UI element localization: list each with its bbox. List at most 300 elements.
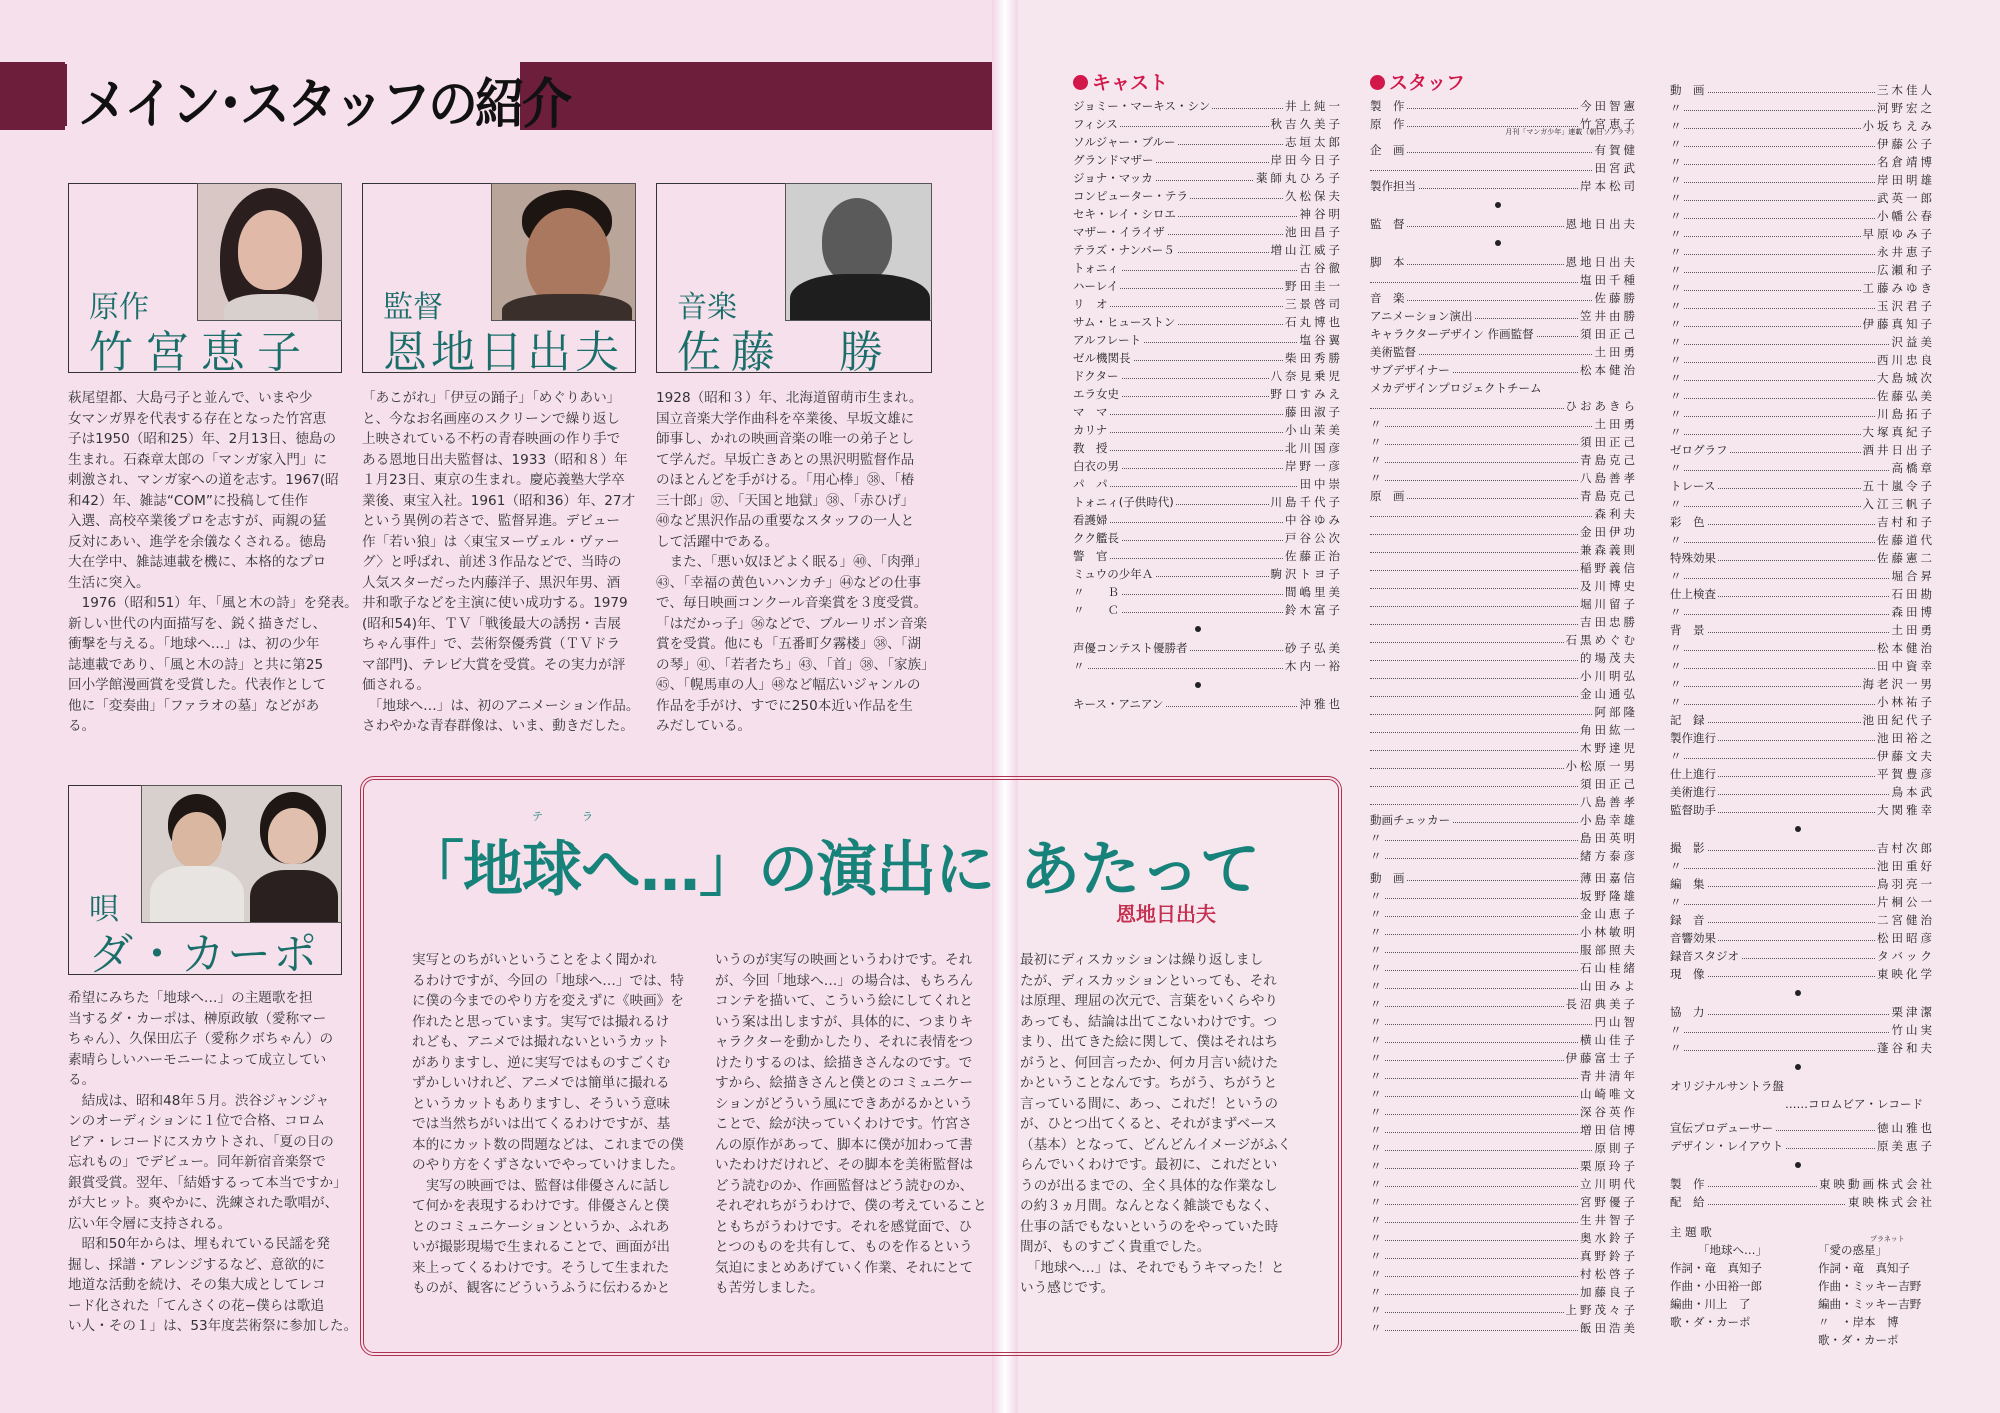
credit-role: 〃 bbox=[1670, 659, 1682, 673]
credit-name: 吉村次郎 bbox=[1877, 841, 1935, 855]
credit-name: 土田勇 bbox=[1891, 623, 1935, 637]
song-credit: 編曲・ミッキー吉野 bbox=[1818, 1297, 1922, 1311]
credit-name: 鈴木富子 bbox=[1285, 603, 1343, 617]
credit-name: 服部照夫 bbox=[1580, 943, 1638, 957]
credit-role: パ パ bbox=[1073, 477, 1108, 491]
credit-role: キース・アニアン bbox=[1073, 697, 1164, 711]
credit-name: 伊藤真知子 bbox=[1862, 317, 1935, 331]
staff-row bbox=[1670, 226, 1935, 243]
credit-role: 〃 bbox=[1670, 497, 1682, 511]
credit-role: 警 官 bbox=[1073, 549, 1108, 563]
credit-role: 〃 bbox=[1370, 1303, 1382, 1317]
staff-row bbox=[1670, 280, 1935, 297]
staff-row bbox=[1670, 748, 1935, 765]
separator-dot bbox=[1795, 1162, 1801, 1168]
soundtrack-value: ……コロムビア・レコード bbox=[1785, 1097, 1923, 1111]
credit-role: 〃 bbox=[1370, 849, 1382, 863]
credit-name: 小山茉美 bbox=[1285, 423, 1343, 437]
credit-name: 木野達児 bbox=[1580, 741, 1638, 755]
staff-row bbox=[1370, 960, 1638, 977]
credit-role: 〃 Ｃ bbox=[1073, 603, 1119, 617]
credit-name: 藤田淑子 bbox=[1285, 405, 1343, 419]
profile-bio: 希望にみちた「地球へ…」の主題歌を担 当するダ・カーポは、榊原政敏（愛称マー ちゃん）、久保田広子（愛称クボちゃん）の 素晴らしいハーモニーによって成立してい る。 結成は、昭和48年５月。渋谷ジャンジャ ンのオーディションに１位で合格、コロム ビア・レコードにスカウトされ、「夏の日の 忘れもの」でデビュー。同年新宿音楽祭で 銀賞受賞。翌年、「結婚するって本当ですか」 が大ヒット。爽やかに、洗練された歌唱が、 広い年令層に支持される。 昭和50年からは、埋もれている民謡を発 掘し、採譜・アレンジするなど、意欲的に 地道な活動を続け、その集大成としてレコ ード化された「てんさくの花−僕らは歌追 い人・その１」は、53年度芸術祭に参加した。 bbox=[68, 990, 358, 1334]
staff-row bbox=[1670, 586, 1935, 603]
credit-role: 編 集 bbox=[1670, 877, 1705, 891]
credit-role: 〃 bbox=[1670, 371, 1682, 385]
credit-name: 武英一郎 bbox=[1877, 191, 1935, 205]
credit-role: 〃 bbox=[1670, 227, 1682, 241]
song-credit: 作詞・竜 真知子 bbox=[1818, 1261, 1910, 1275]
cast-row bbox=[1073, 260, 1343, 277]
cast-row bbox=[1073, 404, 1343, 421]
credit-name: 駒沢トヨ子 bbox=[1270, 567, 1343, 581]
song-credit: 作曲・小田裕一郎 bbox=[1670, 1279, 1762, 1293]
cast-row bbox=[1073, 422, 1343, 439]
credit-name: 徳山雅也 bbox=[1877, 1121, 1935, 1135]
credit-role: キャラクターデザイン 作画監督 bbox=[1370, 327, 1534, 341]
credit-role: エラ女史 bbox=[1073, 387, 1119, 401]
staff-row bbox=[1670, 136, 1935, 153]
staff-row bbox=[1370, 308, 1638, 325]
credit-name: 原美恵子 bbox=[1877, 1139, 1935, 1153]
credit-name: 池田重好 bbox=[1877, 859, 1935, 873]
staff-row bbox=[1670, 658, 1935, 675]
staff-row bbox=[1670, 676, 1935, 693]
credit-name: 五十嵐令子 bbox=[1862, 479, 1935, 493]
composer-photo bbox=[785, 183, 932, 321]
credit-name: 土田勇 bbox=[1594, 417, 1638, 431]
staff-row bbox=[1370, 1158, 1638, 1175]
staff-row bbox=[1370, 888, 1638, 905]
credit-role: 〃 bbox=[1670, 533, 1682, 547]
staff-row bbox=[1670, 352, 1935, 369]
author-photo bbox=[197, 183, 342, 321]
staff-row bbox=[1670, 604, 1935, 621]
credit-role: 記 録 bbox=[1670, 713, 1705, 727]
staff-row bbox=[1370, 870, 1638, 887]
credit-role: 〃 bbox=[1670, 155, 1682, 169]
credit-name: 真野鈴子 bbox=[1580, 1249, 1638, 1263]
staff-row bbox=[1670, 370, 1935, 387]
credit-role: 動 画 bbox=[1370, 871, 1405, 885]
credit-name: 佐藤勝 bbox=[1594, 291, 1638, 305]
credit-name: 阿部隆 bbox=[1594, 705, 1638, 719]
staff-row bbox=[1370, 1302, 1638, 1319]
cast-row bbox=[1073, 242, 1343, 259]
cast-row bbox=[1073, 386, 1343, 403]
credit-name: 岸田明雄 bbox=[1877, 173, 1935, 187]
credit-name: 大塚真紀子 bbox=[1862, 425, 1935, 439]
credit-role: 〃 bbox=[1370, 1105, 1382, 1119]
staff-row bbox=[1370, 470, 1638, 487]
essay-author: 恩地日出夫 bbox=[1116, 902, 1216, 926]
bullet-icon bbox=[1370, 75, 1385, 90]
credit-role: ハーレイ bbox=[1073, 279, 1119, 293]
credit-role: 〃 bbox=[1370, 1087, 1382, 1101]
credit-name: 秋吉久美子 bbox=[1270, 117, 1343, 131]
person-name: 佐藤 勝 bbox=[677, 327, 893, 378]
staff-row bbox=[1670, 532, 1935, 549]
credit-name: 佐藤憲二 bbox=[1877, 551, 1935, 565]
page-title: メイン･スタッフの紹介 bbox=[78, 73, 569, 136]
credit-role: 〃 bbox=[1370, 1015, 1382, 1029]
credit-role: 〃 bbox=[1670, 173, 1682, 187]
cast-row bbox=[1073, 458, 1343, 475]
credit-name: 神谷明 bbox=[1299, 207, 1343, 221]
cast-row bbox=[1073, 224, 1343, 241]
credit-role: ミュウの少年Ａ bbox=[1073, 567, 1154, 581]
credit-role: 〃 bbox=[1670, 101, 1682, 115]
credit-name: 三景啓司 bbox=[1285, 297, 1343, 311]
credit-role: 〃 bbox=[1670, 191, 1682, 205]
credit-role: ジョミー・マーキス・シン bbox=[1073, 99, 1211, 113]
credit-name: 間嶋里美 bbox=[1285, 585, 1343, 599]
credit-role: 特殊効果 bbox=[1670, 551, 1716, 565]
credit-name: 須田正己 bbox=[1580, 777, 1638, 791]
staff-row bbox=[1370, 1050, 1638, 1067]
staff-row bbox=[1670, 694, 1935, 711]
staff-heading: スタッフ bbox=[1370, 68, 1465, 95]
credit-role: 看護婦 bbox=[1073, 513, 1108, 527]
staff-row bbox=[1370, 1086, 1638, 1103]
staff-row bbox=[1370, 924, 1638, 941]
staff-row bbox=[1370, 1230, 1638, 1247]
credit-role: 〃 bbox=[1370, 1267, 1382, 1281]
credit-role: 〃 bbox=[1370, 831, 1382, 845]
cast-row bbox=[1073, 658, 1343, 675]
credit-role: 仕上進行 bbox=[1670, 767, 1716, 781]
credit-name: 伊藤文夫 bbox=[1877, 749, 1935, 763]
credit-name: 沖雅也 bbox=[1299, 697, 1343, 711]
role-label: 監督 bbox=[383, 290, 443, 325]
credit-name: 奥水鈴子 bbox=[1580, 1231, 1638, 1245]
credit-role: 〃 bbox=[1370, 997, 1382, 1011]
credit-role: グランドマザー bbox=[1073, 153, 1154, 167]
profile-bio: 1928（昭和３）年、北海道留萌市生まれ。 国立音楽大学作曲科を卒業後、早坂文雄に 師事し、かれの映画音楽の唯一の弟子とし て学んだ。早坂亡きあとの黒沢明監督作品 のほとんどを手がける。「用心棒」㊳、「椿 三十郎」㊲、「天国と地獄」㊳、「赤ひげ」 ㊵など黒沢作品の重要なスタッフの一人と して活躍中である。 また、「悪い奴ほどよく眠る」㊵、「肉弾」 ㊸、「幸福の黄色いハンカチ」㊹などの仕事 で、毎日映画コンクール音楽賞を３度受賞。 「はだかっ子」㊱などで、ブルーリボン音楽 賞を受賞。他にも「五番町夕霧楼」㊳、「湖 の琴」㊶、「若者たち」㊸、「首」㊳、「家族」 ㊺、「幌馬車の人」㊽など幅広いジャンルの 作品を手がけ、すでに250本近い作品を生 みだしている。 bbox=[656, 390, 935, 734]
staff-row bbox=[1370, 290, 1638, 307]
credit-name: 稲野義信 bbox=[1580, 561, 1638, 575]
essay-column: 最初にディスカッションは繰り返しまし たが、ディスカッションといっても、それ は原理、理屈の次元で、言葉をいくらやり あっても、結論は出てこないわけです。つ まり、出てきた絵に関して、僕はそれはち がうと、何回言ったか、何カ月言い続けた かということなんです。ちがう、ちがうと 言っている間に、あっ、これだ！というの が、ひとつ出てくると、それがまずベース （基本）となって、どんどんイメージがふく らんでいくわけです。最初に、これだとい うのが出るまでの、全く具体的な作業なし の約３ヵ月間。なんとなく雑談でもなく、 仕事の話でもないというのをやっていた時 間が、ものすごく貴重でした。 「地球へ…」は、それでもうキマった！と いう感じです。 bbox=[1020, 952, 1292, 1296]
credit-role: 〃 bbox=[1370, 1231, 1382, 1245]
separator-dot bbox=[1795, 826, 1801, 832]
credit-name: 鳥羽亮一 bbox=[1877, 877, 1935, 891]
credit-role: 〃 bbox=[1370, 1213, 1382, 1227]
credit-role: 宣伝プロデューサー bbox=[1670, 1121, 1774, 1135]
credit-name: 上野茂々子 bbox=[1565, 1303, 1638, 1317]
credit-name: 野田圭一 bbox=[1285, 279, 1343, 293]
credit-role: 〃 bbox=[1670, 353, 1682, 367]
credit-name: 薬師丸ひろ子 bbox=[1256, 171, 1343, 185]
credit-name: 恩地日出夫 bbox=[1565, 255, 1638, 269]
song-credit: 歌・ダ・カーポ bbox=[1818, 1333, 1899, 1347]
credit-name: 佐藤弘美 bbox=[1877, 389, 1935, 403]
credit-role: 協 力 bbox=[1670, 1005, 1705, 1019]
credit-role: 〃 bbox=[1370, 1159, 1382, 1173]
staff-row bbox=[1670, 478, 1935, 495]
credit-role: 企 画 bbox=[1370, 143, 1405, 157]
credit-role: 原 画 bbox=[1370, 489, 1405, 503]
theme-song-label: 主 題 歌 bbox=[1670, 1225, 1712, 1239]
credit-role: 〃 bbox=[1370, 907, 1382, 921]
cast-row bbox=[1073, 98, 1343, 115]
credit-name: 金田伊功 bbox=[1580, 525, 1638, 539]
credit-name: 八島善孝 bbox=[1580, 471, 1638, 485]
credit-role: 〃 bbox=[1670, 1041, 1682, 1055]
staff-row bbox=[1370, 722, 1638, 739]
credit-name: 青井清年 bbox=[1580, 1069, 1638, 1083]
credit-name: 酒井日出子 bbox=[1862, 443, 1935, 457]
essay-column: 実写とのちがいということをよく聞かれ るわけですが、今回の「地球へ…」では、特 に僕の今までのやり方を変えずに《映画》を 作れたと思っています。実写では撮れるけ れども、アニメでは撮れないというカット がありますし、逆に実写ではものすごくむ ずかしいけれど、アニメでは簡単に撮れる というカットもありますし、そういう意味 では当然ちがいは出てくるわけですが、基 本的にカット数の問題などは、これまでの僕 のやり方をくずさないでやっていけました。 実写の映画では、監督は俳優さんに話し て何かを表現するわけです。俳優さんと僕 とのコミュニケーションというか、ふれあ いが撮影現場で生まれることで、画面が出 来上ってくるわけです。そうして生まれた ものが、観客にどういうふうに伝わるかと bbox=[412, 952, 684, 1296]
staff-row bbox=[1670, 388, 1935, 405]
credit-name: 池田裕之 bbox=[1877, 731, 1935, 745]
credit-role: 〃 bbox=[1370, 961, 1382, 975]
staff-row bbox=[1370, 578, 1638, 595]
director-photo bbox=[491, 183, 636, 321]
credit-role: マ マ bbox=[1073, 405, 1108, 419]
credit-name: 須田正己 bbox=[1580, 327, 1638, 341]
credit-name: 河野宏之 bbox=[1877, 101, 1935, 115]
credit-name: 原則子 bbox=[1594, 1141, 1638, 1155]
credit-role: 背 景 bbox=[1670, 623, 1705, 637]
credit-role: 原 作 bbox=[1370, 117, 1405, 131]
credit-role: 〃 bbox=[1370, 1285, 1382, 1299]
staff-row bbox=[1670, 118, 1935, 135]
credit-role: コンピューター・テラ bbox=[1073, 189, 1188, 203]
role-label: 音楽 bbox=[677, 290, 737, 325]
credit-role: 〃 bbox=[1370, 453, 1382, 467]
credit-name: 角田紘一 bbox=[1580, 723, 1638, 737]
cast-row bbox=[1073, 206, 1343, 223]
cast-row bbox=[1073, 350, 1343, 367]
cast-row bbox=[1073, 134, 1343, 151]
staff-row bbox=[1370, 326, 1638, 343]
staff-row bbox=[1370, 942, 1638, 959]
staff-row bbox=[1370, 1320, 1638, 1337]
credit-name: 八島善孝 bbox=[1580, 795, 1638, 809]
credit-name: 石山桂緒 bbox=[1580, 961, 1638, 975]
credit-name: 井上純一 bbox=[1285, 99, 1343, 113]
credit-role: 〃 bbox=[1370, 889, 1382, 903]
credit-role: 動画チェッカー bbox=[1370, 813, 1451, 827]
credit-name: 笠井由勝 bbox=[1580, 309, 1638, 323]
credit-role: 撮 影 bbox=[1670, 841, 1705, 855]
credit-name: 小松原一男 bbox=[1565, 759, 1638, 773]
staff-row bbox=[1370, 632, 1638, 649]
credit-name: 永井恵子 bbox=[1877, 245, 1935, 259]
credit-name: 山崎唯文 bbox=[1580, 1087, 1638, 1101]
credit-name: 坂野隆雄 bbox=[1580, 889, 1638, 903]
credit-name: 田中崇 bbox=[1299, 477, 1343, 491]
credit-name: 土田勇 bbox=[1594, 345, 1638, 359]
credit-name: 伊藤富士子 bbox=[1565, 1051, 1638, 1065]
song-credit: 編曲・川上 了 bbox=[1670, 1297, 1751, 1311]
credit-name: 大関雅幸 bbox=[1877, 803, 1935, 817]
cast-row bbox=[1073, 548, 1343, 565]
staff-row bbox=[1670, 1138, 1935, 1155]
credit-role: ゼログラフ bbox=[1670, 443, 1728, 457]
staff-row bbox=[1370, 542, 1638, 559]
credit-role: マザー・イライザ bbox=[1073, 225, 1165, 239]
credit-role: 〃 bbox=[1370, 925, 1382, 939]
credit-name: 有賀健 bbox=[1594, 143, 1638, 157]
staff-row bbox=[1370, 524, 1638, 541]
staff-row bbox=[1370, 1176, 1638, 1193]
essay-column: いうのが実写の映画というわけです。それ が、今回「地球へ…」の場合は、もちろん コンテを描いて、こういう絵にしてくれと いう案は出しますが、具体的に、つまりキ ャラクターを動かしたり、それに表情をつ けたりするのは、絵描きさんなのです。で すから、絵描きさんと僕とのコミュニケー ションがどういう風にできあがるかという ことで、絵が決っていくわけです。竹宮さ んの原作があって、脚本に僕が加わって書 いたわけだけれど、その脚本を美術監督は どう読むのか、作画監督はどう読むのか、 それぞれちがうわけで、僕の考えていること ともちがうわけです。それを感覚面で、ひ とつのものを共有して、ものを作るという 気迫にまとめあげていく作業、それにとて も苦労しました。 bbox=[715, 952, 987, 1296]
credit-name: 田中資幸 bbox=[1877, 659, 1935, 673]
staff-row bbox=[1670, 406, 1935, 423]
credit-name: 横山佳子 bbox=[1580, 1033, 1638, 1047]
staff-row bbox=[1670, 190, 1935, 207]
staff-row bbox=[1670, 802, 1935, 819]
credit-name: 佐藤正治 bbox=[1285, 549, 1343, 563]
separator-dot bbox=[1495, 240, 1501, 246]
credit-name: 蓬谷和夫 bbox=[1877, 1041, 1935, 1055]
staff-row bbox=[1370, 848, 1638, 865]
staff-row bbox=[1370, 434, 1638, 451]
credit-name: 深谷英作 bbox=[1580, 1105, 1638, 1119]
role-label: 唄 bbox=[89, 892, 119, 927]
credit-name: 兼森義則 bbox=[1580, 543, 1638, 557]
credit-role: 〃 bbox=[1670, 137, 1682, 151]
credit-name: 小林祐子 bbox=[1877, 695, 1935, 709]
credit-role: サム・ヒューストン bbox=[1073, 315, 1176, 329]
mecha-design-label: メカデザインプロジェクトチーム bbox=[1370, 381, 1542, 395]
credit-role: セキ・レイ・シロエ bbox=[1073, 207, 1176, 221]
staff-row bbox=[1670, 82, 1935, 99]
staff-row bbox=[1370, 488, 1638, 505]
credit-role: トォニィ bbox=[1073, 261, 1119, 275]
staff-row bbox=[1370, 1140, 1638, 1157]
credit-role: 〃 bbox=[1370, 471, 1382, 485]
role-label: 原作 bbox=[89, 290, 149, 325]
credit-name: 沢益美 bbox=[1891, 335, 1935, 349]
staff-row bbox=[1370, 178, 1638, 195]
credit-role: 〃 bbox=[1670, 299, 1682, 313]
staff-row bbox=[1370, 668, 1638, 685]
person-name: 竹宮恵子 bbox=[89, 327, 313, 378]
credit-role: 〃 bbox=[1670, 641, 1682, 655]
staff-row bbox=[1670, 712, 1935, 729]
credit-name: 八奈見乗児 bbox=[1270, 369, 1343, 383]
staff-row bbox=[1370, 596, 1638, 613]
credit-name: 増山江威子 bbox=[1270, 243, 1343, 257]
credit-role: 音響効果 bbox=[1670, 931, 1716, 945]
credit-role: 〃 bbox=[1670, 895, 1682, 909]
credit-name: 三木佳人 bbox=[1877, 83, 1935, 97]
credit-name: 戸谷公次 bbox=[1285, 531, 1343, 545]
credit-role: 〃 bbox=[1370, 1177, 1382, 1191]
cast-row bbox=[1073, 512, 1343, 529]
staff-row bbox=[1670, 876, 1935, 893]
credit-role: 〃 bbox=[1370, 1141, 1382, 1155]
cast-row bbox=[1073, 170, 1343, 187]
staff-row bbox=[1370, 560, 1638, 577]
credit-name: 岸本松司 bbox=[1580, 179, 1638, 193]
cast-row bbox=[1073, 640, 1343, 657]
credit-name: 吉村和子 bbox=[1877, 515, 1935, 529]
credit-role: 〃 bbox=[1073, 659, 1085, 673]
credit-role: 〃 bbox=[1370, 943, 1382, 957]
credit-role: 〃 bbox=[1370, 979, 1382, 993]
credit-role: 〃 bbox=[1670, 749, 1682, 763]
credit-role: 〃 bbox=[1670, 263, 1682, 277]
staff-row bbox=[1370, 686, 1638, 703]
credit-name: 塩田千種 bbox=[1580, 273, 1638, 287]
credit-note: 月刊「マンガ少年」連載（朝日ソノラマ） bbox=[1505, 128, 1638, 136]
credit-role: 〃 bbox=[1370, 1051, 1382, 1065]
credit-role: 現 像 bbox=[1670, 967, 1705, 981]
staff-row bbox=[1370, 1284, 1638, 1301]
cast-row bbox=[1073, 368, 1343, 385]
credit-name: 堀合昇 bbox=[1891, 569, 1935, 583]
staff-row bbox=[1370, 216, 1638, 233]
staff-row bbox=[1670, 298, 1935, 315]
credit-name: 海老沢一男 bbox=[1862, 677, 1935, 691]
credit-role: 〃 Ｂ bbox=[1073, 585, 1119, 599]
credit-name: 増田信博 bbox=[1580, 1123, 1638, 1137]
staff-row bbox=[1370, 416, 1638, 433]
staff-row bbox=[1370, 1266, 1638, 1283]
credit-role: フィシス bbox=[1073, 117, 1118, 131]
credit-role: 〃 bbox=[1370, 1123, 1382, 1137]
credit-name: 東映動画株式会社 bbox=[1819, 1177, 1935, 1191]
credit-name: 今田智憲 bbox=[1580, 99, 1638, 113]
credit-name: 北川国彦 bbox=[1285, 441, 1343, 455]
credit-role: 声優コンテスト優勝者 bbox=[1073, 641, 1188, 655]
credit-role: 製 作 bbox=[1670, 1177, 1705, 1191]
credit-name: 伊藤公子 bbox=[1877, 137, 1935, 151]
credit-name: 古谷徹 bbox=[1299, 261, 1343, 275]
credit-role: ジョナ・マッカ bbox=[1073, 171, 1153, 185]
credit-role: 配 給 bbox=[1670, 1195, 1705, 1209]
staff-row bbox=[1670, 154, 1935, 171]
credit-name: 松本健治 bbox=[1580, 363, 1638, 377]
staff-row bbox=[1370, 272, 1638, 289]
credit-name: 久松保夫 bbox=[1285, 189, 1343, 203]
cast-row bbox=[1073, 476, 1343, 493]
credit-name: 小川明弘 bbox=[1580, 669, 1638, 683]
staff-row bbox=[1670, 550, 1935, 567]
credit-role: サブデザイナー bbox=[1370, 363, 1450, 377]
credit-name: 村松啓子 bbox=[1580, 1267, 1638, 1281]
credit-name: 池田昌子 bbox=[1285, 225, 1343, 239]
credit-name: 早原ゆみ子 bbox=[1862, 227, 1935, 241]
separator-dot bbox=[1195, 626, 1201, 632]
separator-dot bbox=[1195, 682, 1201, 688]
staff-row bbox=[1370, 758, 1638, 775]
credit-name: 青島克己 bbox=[1580, 489, 1638, 503]
credit-role: 〃 bbox=[1370, 417, 1382, 431]
staff-row bbox=[1370, 1014, 1638, 1031]
credit-role: 〃 bbox=[1670, 317, 1682, 331]
credit-name: 鳥本武 bbox=[1891, 785, 1935, 799]
credit-name: 東映株式会社 bbox=[1848, 1195, 1935, 1209]
profile-bio: 「あこがれ」「伊豆の踊子」「めぐりあい」 と、今なお名画座のスクリーンで繰り返し 上映されている不朽の青春映画の作り手で ある恩地日出夫監督は、1933（昭和８）年 １月23日、東京の生まれ。慶応義塾大学卒 業後、東宝入社。1961（昭和36）年、27才 という異例の若さで、監督昇進。デビュー 作「若い狼」は〈東宝ヌーヴェル・ヴァー グ〉と呼ばれ、前述３作品などで、当時の 人気スターだった内藤洋子、黒沢年男、酒 井和歌子などを主演に使い成功する。1979 (昭和54)年、ＴＶ「戦後最大の誘拐・吉展 ちゃん事件」で、芸術祭優秀賞（ＴＶドラ マ部門)、テレビ大賞を受賞。その実力が評 価される。 「地球へ…」は、初のアニメーション作品。 さわやかな青春群像は、いま、動きだした。 bbox=[362, 390, 640, 734]
staff-row bbox=[1370, 344, 1638, 361]
credit-name: 玉沢君子 bbox=[1877, 299, 1935, 313]
credit-role: アニメーション演出 bbox=[1370, 309, 1473, 323]
essay-title-cont: あたって bbox=[1020, 835, 1260, 905]
cast-row bbox=[1073, 296, 1343, 313]
credit-name: 松本健治 bbox=[1877, 641, 1935, 655]
credit-name: 二宮健治 bbox=[1877, 913, 1935, 927]
song-credit: 作曲・ミッキー吉野 bbox=[1818, 1279, 1922, 1293]
staff-row bbox=[1670, 966, 1935, 983]
profile-bio: 萩尾望都、大島弓子と並んで、いまや少 女マンガ界を代表する存在となった竹宮恵 子は1950（昭和25）年、2月13日、徳島の 生まれ。石森章太郎の「マンガ家入門」に 刺激され、マンガ家への道を志す。1967(昭 和42）年、雑誌“COM”に投稿して佳作 入選、高校卒業後プロを志すが、両親の猛 反対にあい、進学を余儀なくされる。徳島 大在学中、雑誌連載を機に、本格的なプロ 生活に突入。 1976（昭和51）年、「風と木の詩」を発表。 新しい世代の内面描写を、鋭く描きだし、 衝撃を与える。「地球へ…」は、初の少年 誌連載であり、「風と木の詩」と共に第25 回小学館漫画賞を受賞した。代表作として 他に「変奏曲」「ファラオの墓」などがあ る。 bbox=[68, 390, 358, 734]
credit-name: 柴田秀勝 bbox=[1285, 351, 1343, 365]
credit-name: 緒方泰彦 bbox=[1580, 849, 1638, 863]
credit-role: 〃 bbox=[1670, 119, 1682, 133]
